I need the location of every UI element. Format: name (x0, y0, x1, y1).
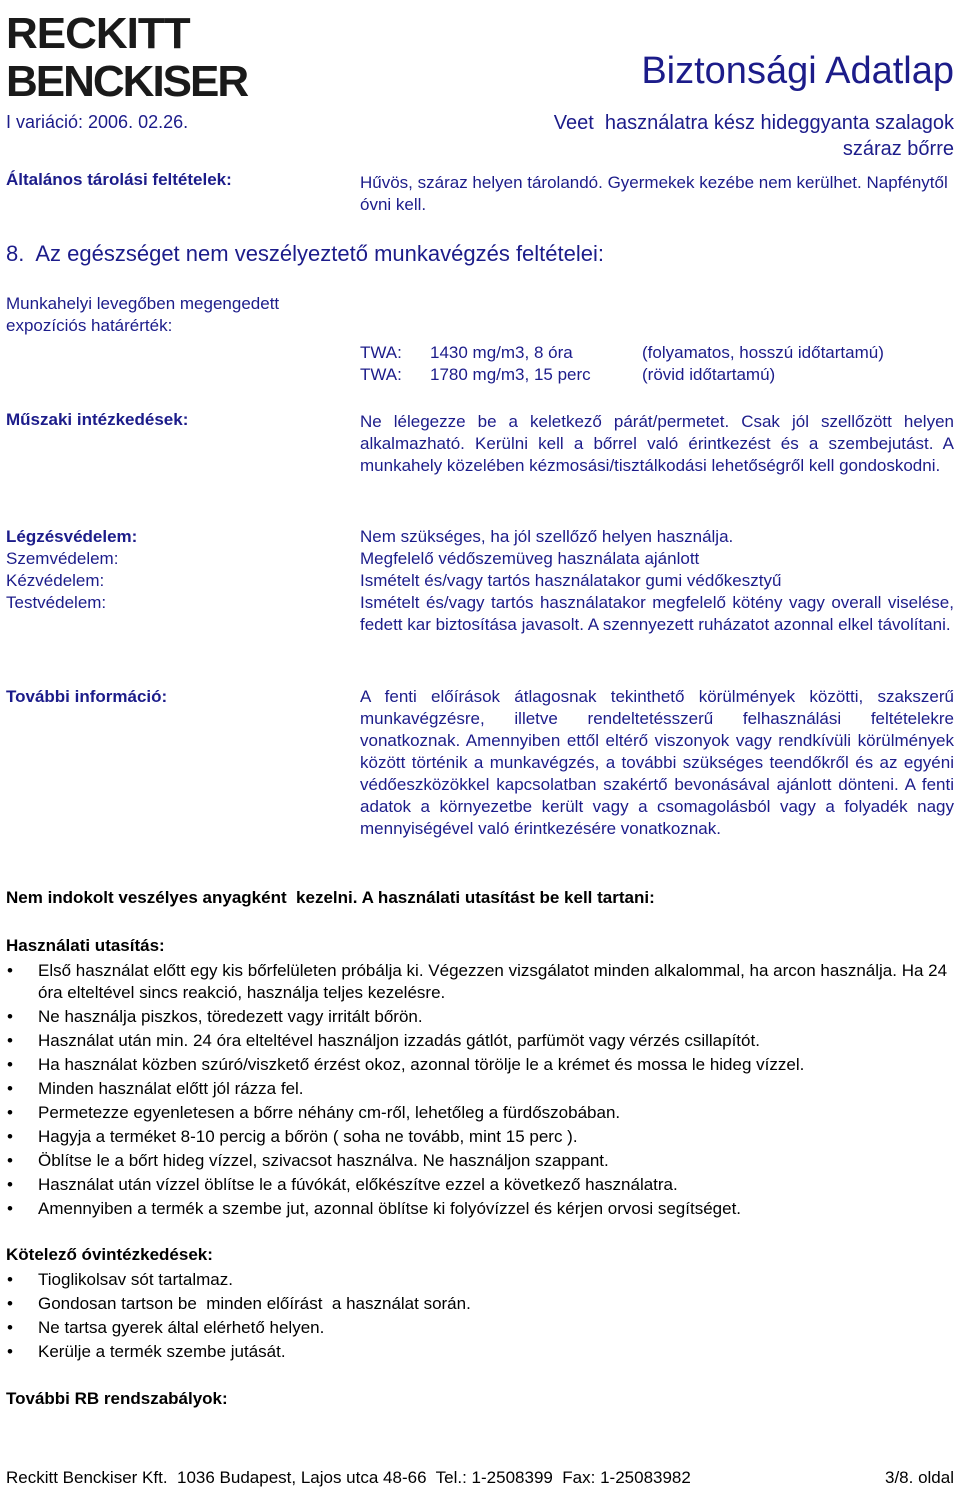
logo-line1: RECKITT (6, 9, 190, 58)
list-item: • Kerülje a termék szembe jutását. (7, 1342, 286, 1361)
reckitt-benckiser-logo (6, 8, 291, 102)
eye-text: Megfelelő védőszemüveg használata ajánlott (360, 549, 700, 568)
product-name (434, 110, 954, 162)
bullet-icon: • (7, 1318, 13, 1337)
bullet-icon: • (7, 1151, 13, 1170)
footer-company: Reckitt Benckiser Kft. 1036 Budapest, Lajos utca 48-66 Tel.: 1-2508399 Fax: 1-25083982 (6, 1468, 691, 1487)
body-text: Ismételt és/vagy tartós használatakor megfelelő kötény vagy overall viselése, fedett kar biztosítása javasolt. A szennyezett ruházatot azonnal elkel távolítani. (360, 593, 954, 634)
precautions-heading: Kötelező óvintézkedések: (6, 1245, 213, 1264)
protection-values (360, 526, 954, 636)
list-item: • Ne tartsa gyerek által elérhető helyen. (7, 1318, 325, 1337)
bullet-icon: • (7, 1175, 13, 1194)
page-number: 3/8. oldal (885, 1468, 954, 1487)
list-item: • Hagyja a terméket 8-10 percig a bőrön ( soha ne tovább, mint 15 perc ). (7, 1127, 578, 1146)
hazard-notice: Nem indokolt veszélyes anyagként kezelni. A használati utasítást be kell tartani: (6, 888, 655, 907)
list-item: • Használat után vízzel öblítse le a fúvókát, előkészítve ezzel a következő használatra. (7, 1175, 678, 1194)
list-item: • Amennyiben a termék a szembe jut, azonnal öblítse ki folyóvízzel és kérjen orvosi segítséget. (7, 1199, 742, 1218)
list-item: • Öblítse le a bőrt hideg vízzel, szivacsot használva. Ne használjon szappant. (7, 1151, 609, 1170)
twa-row (360, 342, 954, 364)
bullet-icon: • (7, 1270, 13, 1289)
technical-measures-text: Ne lélegezze be a keletkező párát/permetet. Csak jól szellőzött helyen alkalmazható. Kerülni kell a bőrrel való érintkezést és a szembejutást. A munkahely közelében kézmosási/tisztálkodási lehetőségről kell gondoskodni. (360, 412, 954, 475)
bullet-icon: • (7, 1294, 13, 1313)
hand-label: Kézvédelem: (6, 571, 105, 590)
bullet-icon: • (7, 1199, 13, 1218)
product-line2: száraz bőrre (842, 138, 954, 160)
list-item: • Tioglikolsav sót tartalmaz. (7, 1270, 233, 1289)
twa-value: 1780 mg/m3, 15 perc (430, 365, 591, 384)
twa-table (360, 342, 954, 386)
bullet-icon: • (7, 1055, 13, 1074)
footer (6, 1468, 954, 1488)
twa-value: 1430 mg/m3, 8 óra (430, 343, 573, 362)
document-title: Biztonsági Adatlap (641, 50, 954, 92)
precautions-list (0, 1269, 950, 1365)
bullet-icon: • (7, 1342, 13, 1361)
section-8-title: 8. Az egészséget nem veszélyeztető munkavégzés feltételei: (6, 241, 604, 266)
logo-line2: BENCKISER (6, 57, 248, 102)
rb-rules-heading: További RB rendszabályok: (6, 1389, 228, 1408)
variation-date: I variáció: 2006. 02.26. (6, 112, 189, 132)
technical-measures-label: Műszaki intézkedések: (6, 410, 189, 429)
eye-label: Szemvédelem: (6, 549, 119, 568)
bullet-icon: • (7, 961, 13, 980)
storage-label: Általános tárolási feltételek: (6, 170, 232, 189)
storage-text: Hűvös, száraz helyen tárolandó. Gyermekek kezébe nem kerülhet. Napfénytől óvni kell. (360, 173, 948, 214)
list-item: • Ha használat közben szúró/viszkető érzést okoz, azonnal törölje le a krémet és mossa le hideg vízzel. (7, 1055, 805, 1074)
respiratory-label: Légzésvédelem: (6, 527, 138, 546)
bullet-icon: • (7, 1007, 13, 1026)
list-item: • Gondosan tartson be minden előírást a használat során. (7, 1294, 471, 1313)
body-label: Testvédelem: (6, 593, 107, 612)
twa-label: TWA: (360, 365, 402, 384)
respiratory-text: Nem szükséges, ha jól szellőző helyen használja. (360, 527, 734, 546)
twa-note: (folyamatos, hosszú időtartamú) (642, 343, 884, 362)
list-item: • Ne használja piszkos, töredezett vagy irritált bőrön. (7, 1007, 423, 1026)
twa-row (360, 364, 954, 386)
bullet-icon: • (7, 1127, 13, 1146)
product-line1: Veet használatra kész hideggyanta szalagok (553, 112, 954, 134)
twa-note: (rövid időtartamú) (642, 365, 776, 384)
further-info-text: A fenti előírások átlagosnak tekinthető körülmények közötti, szakszerű munkavégzésre, illetve rendeltetésszerű felhasználási feltételekre vonatkoznak. Amennyiben ettől eltérő viszonyok vagy rendkívüli körülmények között történik a munkavégzés, a további szükséges teendőkről és az egyéni védőeszközökkel kapcsolatban szakértő bevonásával ajánlott dönteni. A fenti adatok a környezetbe került vagy a csomagolásból vagy a folyadék nagy mennyiségével való érintkezésére vonatkoznak. (360, 687, 954, 838)
protection-labels (6, 526, 346, 614)
further-info-label: További információ: (6, 687, 168, 706)
hand-text: Ismételt és/vagy tartós használatakor gumi védőkesztyű (360, 571, 782, 590)
list-item: • Permetezze egyenletesen a bőrre néhány cm-ről, lehetőleg a fürdőszobában. (7, 1103, 621, 1122)
exposure-label: Munkahelyi levegőben megengedett expozíciós határérték: (6, 294, 280, 335)
list-item: • Használat után min. 24 óra elteltével használjon izzadás gátlót, parfümöt vagy vérzés csillapítót. (7, 1031, 760, 1050)
usage-heading: Használati utasítás: (6, 936, 165, 955)
list-item: • Minden használat előtt jól rázza fel. (7, 1079, 304, 1098)
bullet-icon: • (7, 1103, 13, 1122)
twa-label: TWA: (360, 343, 402, 362)
usage-list (0, 960, 950, 1222)
bullet-icon: • (7, 1079, 13, 1098)
bullet-icon: • (7, 1031, 13, 1050)
list-item: • Első használat előtt egy kis bőrfelületen próbálja ki. Végezzen vizsgálatot minden alkalommal, ha arcon használja. Ha 24 óra elteltével sincs reakció, használja teljes kezelésre. (7, 961, 948, 1002)
